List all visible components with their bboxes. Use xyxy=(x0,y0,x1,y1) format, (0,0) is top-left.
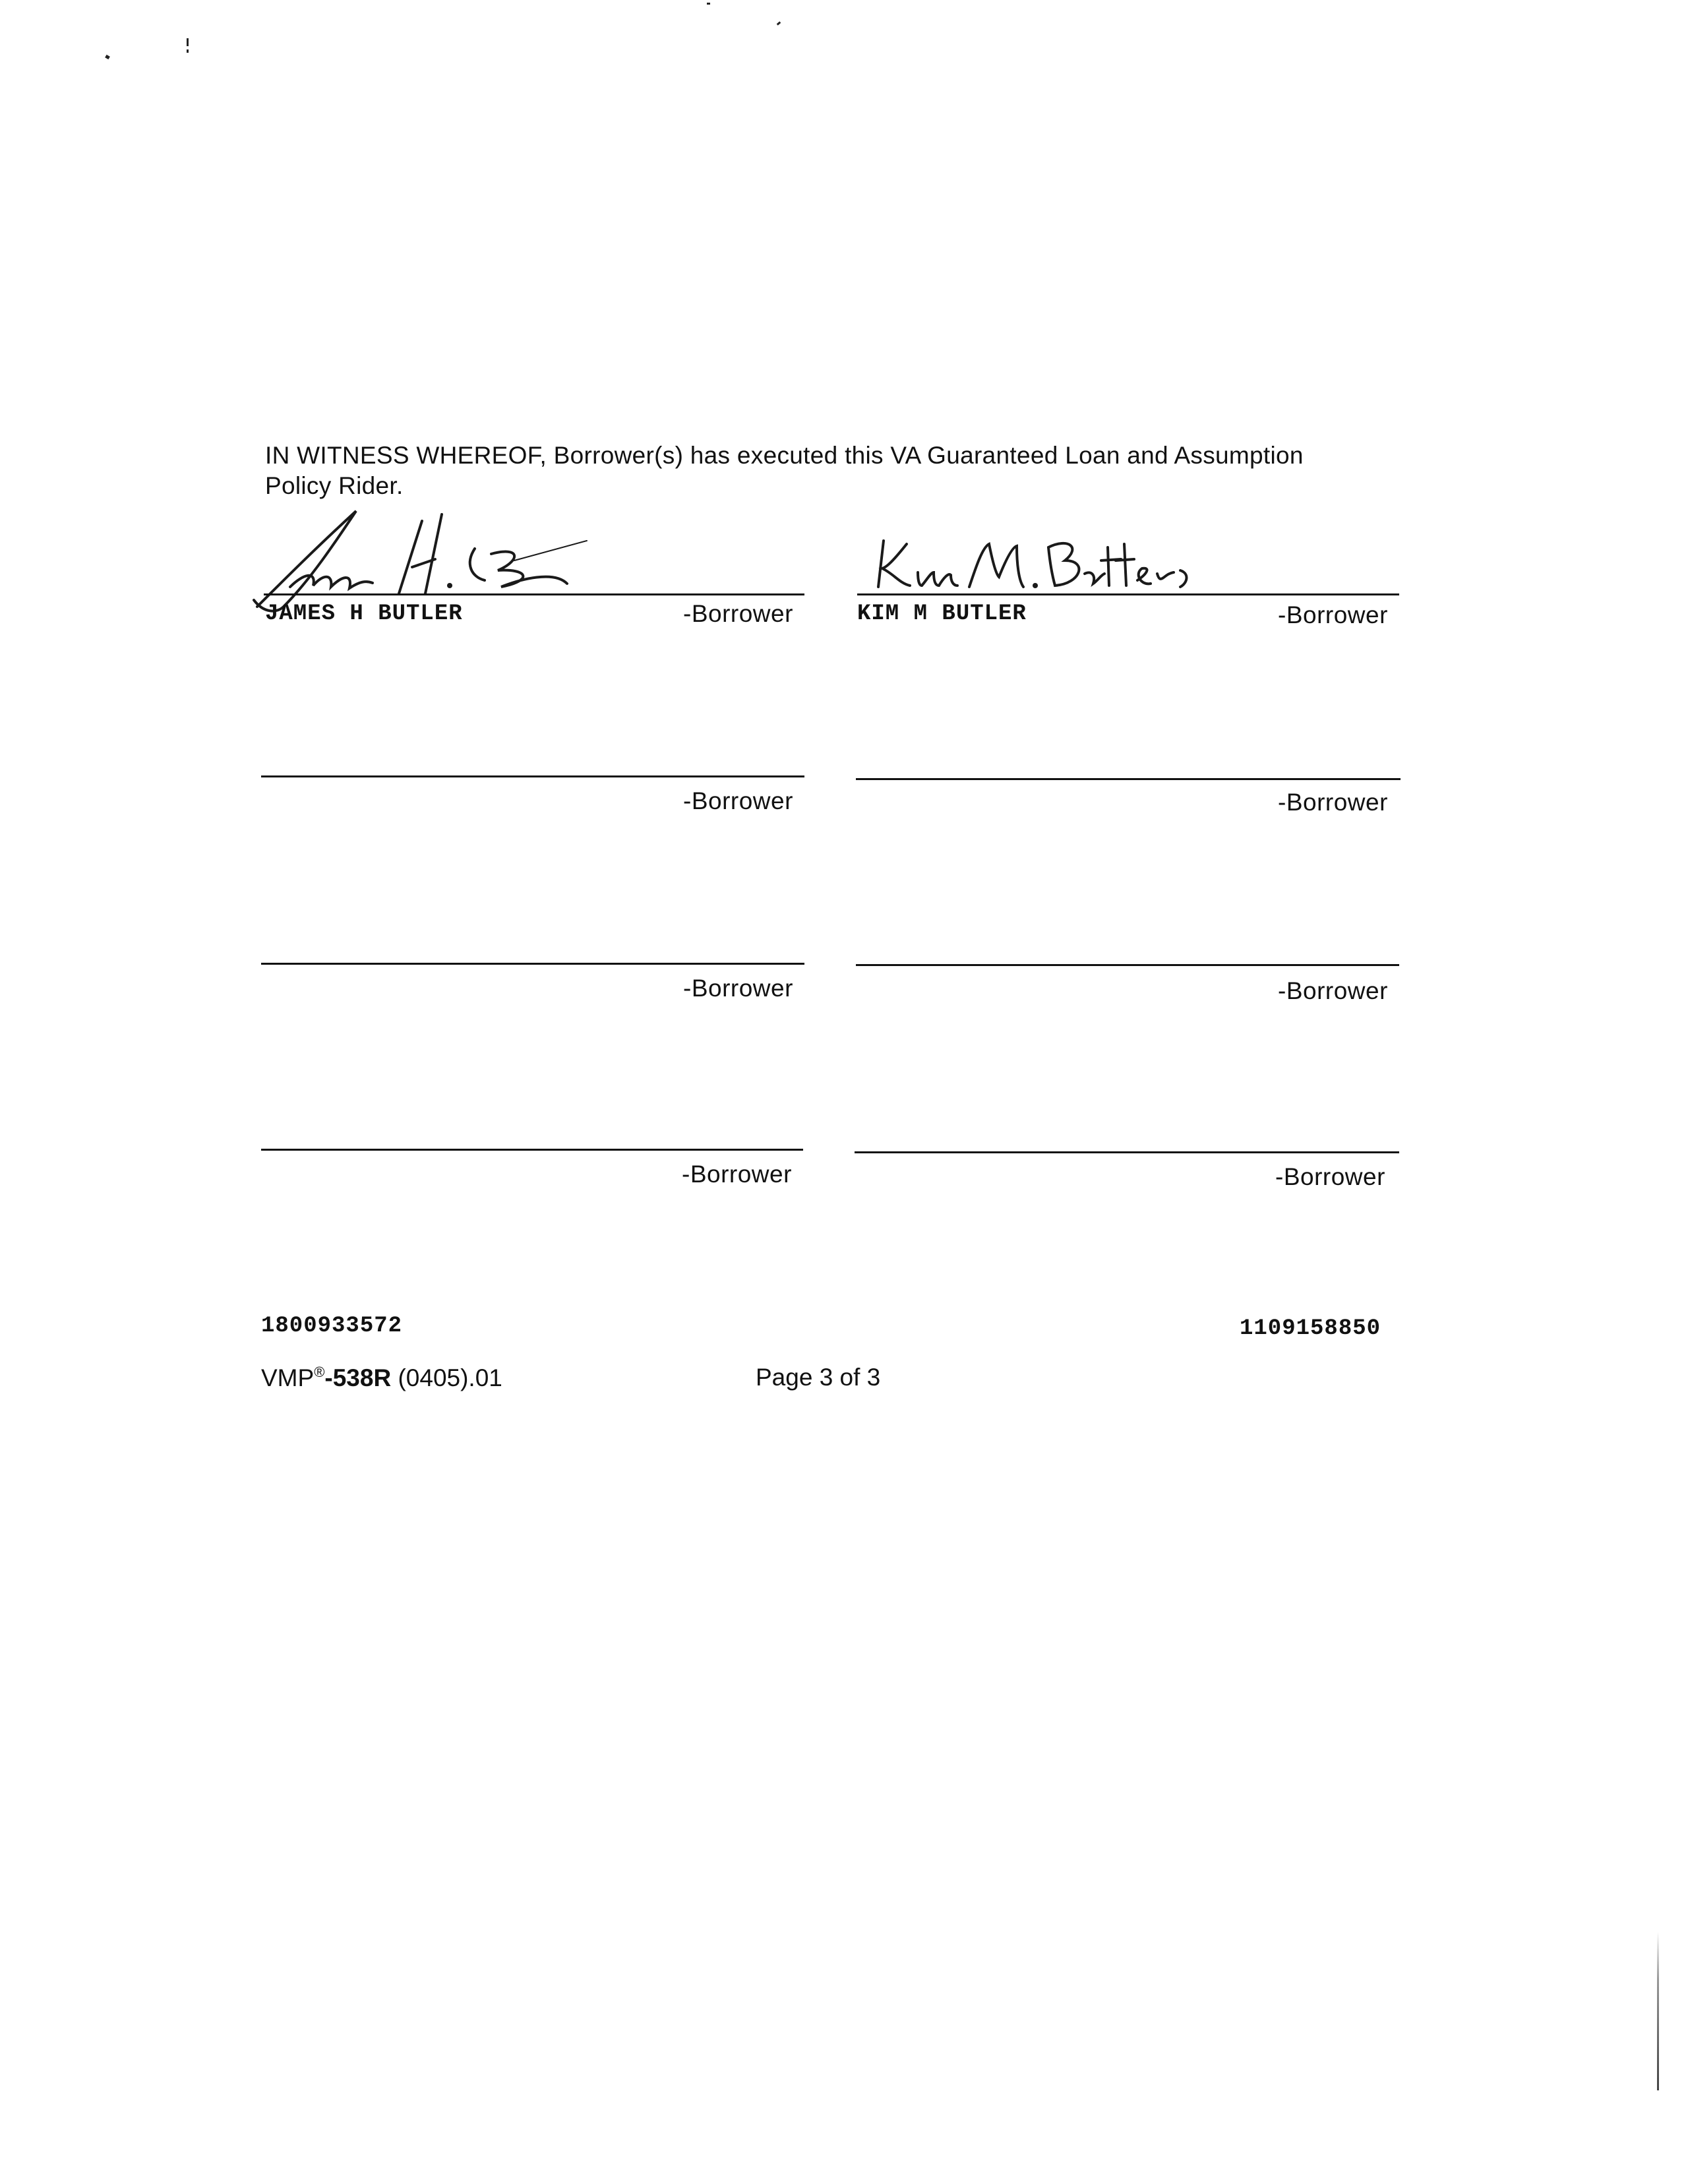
form-suffix: (0405).01 xyxy=(391,1364,502,1391)
loan-number-left: 1800933572 xyxy=(261,1314,403,1339)
scan-speck xyxy=(105,55,110,59)
signature-kim-butler xyxy=(870,534,1200,600)
signature-line xyxy=(264,593,804,595)
signature-line xyxy=(857,593,1399,595)
borrower-label: -Borrower xyxy=(1278,601,1388,628)
witness-line-2: Policy Rider. xyxy=(265,472,404,499)
borrower-label: -Borrower xyxy=(682,1161,792,1188)
page-number: Page 3 of 3 xyxy=(756,1364,881,1391)
borrower-label: -Borrower xyxy=(1278,789,1388,816)
borrower-label: -Borrower xyxy=(1278,977,1388,1004)
signature-line xyxy=(856,778,1401,780)
loan-number-right: 1109158850 xyxy=(1240,1316,1381,1341)
borrower-label: -Borrower xyxy=(683,787,793,814)
scan-speck xyxy=(187,38,189,46)
witness-line-1: IN WITNESS WHEREOF, Borrower(s) has executed this VA Guaranteed Loan and Assumption xyxy=(265,442,1304,469)
scan-speck xyxy=(777,21,781,25)
witness-clause xyxy=(265,440,1399,501)
scan-speck xyxy=(707,3,710,5)
scan-speck xyxy=(187,49,189,53)
scan-edge-artifact xyxy=(1657,1932,1659,2090)
borrower-name: KIM M BUTLER xyxy=(857,601,1027,626)
signature-line xyxy=(856,964,1399,966)
borrower-label: -Borrower xyxy=(1275,1163,1385,1190)
borrower-label: -Borrower xyxy=(683,600,793,627)
borrower-name: JAMES H BUTLER xyxy=(265,601,463,626)
registered-mark: ® xyxy=(314,1364,325,1380)
signature-line xyxy=(261,963,804,965)
form-prefix: VMP xyxy=(261,1364,315,1391)
form-identifier xyxy=(261,1364,502,1392)
signature-line xyxy=(855,1151,1399,1153)
signature-line xyxy=(261,775,804,777)
borrower-label: -Borrower xyxy=(683,975,793,1002)
form-code: -538R xyxy=(324,1364,392,1391)
signature-line xyxy=(261,1149,803,1151)
